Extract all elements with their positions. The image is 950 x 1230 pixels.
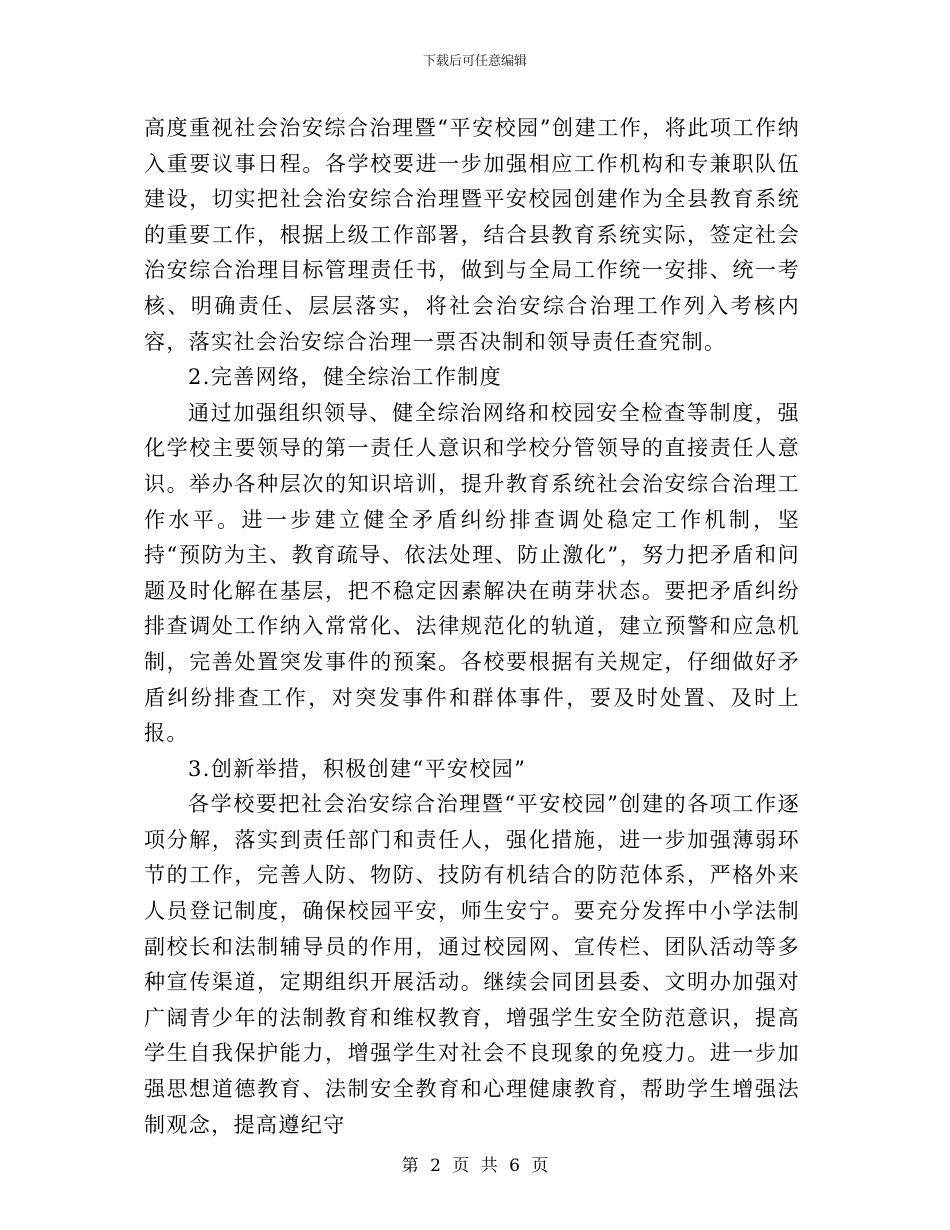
section-heading-3: 3.创新举措，积极创建“平安校园” [188, 756, 527, 781]
paragraph-2: 通过加强组织领导、健全综治网络和校园安全检查等制度，强化学校主要领导的第一责任人意识和学校分管领导的直接责任人意识。举办各种层次的知识培训，提升教育系统社会治安综合治理工作水平。进一步建立健全矛盾纠纷排查调处稳定工作机制，坚持“预防为主、教育疏导、依法处理、防止激化”，努力把矛盾和问题及时化解在基层，把不稳定因素解决在萌芽状态。要把矛盾纠纷排查调处工作纳入常常化、法律规范化的轨道，建立预警和应急机制，完善处置突发事件的预案。各校要根据有关规定，仔细做好矛盾纠纷排查工作，对突发事件和群体事件，要及时处置、及时上报。 [144, 400, 800, 746]
page-number-footer: 第 2 页 共 6 页 [401, 1156, 549, 1176]
document-body [144, 111, 800, 1143]
paragraph-1: 高度重视社会治安综合治理暨“平安校园”创建工作，将此项工作纳入重要议事日程。各学校要进一步加强相应工作机构和专兼职队伍建设，切实把社会治安综合治理暨平安校园创建作为全县教育系统的重要工作，根据上级工作部署，结合县教育系统实际，签定社会治安综合治理目标管理责任书，做到与全局工作统一安排、统一考核、明确责任、层层落实，将社会治安综合治理工作列入考核内容，落实社会治安综合治理一票否决制和领导责任查究制。 [144, 116, 800, 354]
paragraph-3: 各学校要把社会治安综合治理暨“平安校园”创建的各项工作逐项分解，落实到责任部门和责任人，强化措施，进一步加强薄弱环节的工作，完善人防、物防、技防有机结合的防范体系，严格外来人员登记制度，确保校园平安，师生安宁。要充分发挥中小学法制副校长和法制辅导员的作用，通过校园网、宣传栏、团队活动等多种宣传渠道，定期组织开展活动。继续会同团县委、文明办加强对广阔青少年的法制教育和维权教育，增强学生安全防范意识，提高学生自我保护能力，增强学生对社会不良现象的免疫力。进一步加强思想道德教育、法制安全教育和心理健康教育，帮助学生增强法制观念，提高遵纪守 [144, 792, 800, 1137]
page-header: 下载后可任意编辑 [422, 54, 527, 69]
section-heading-2: 2.完善网络，健全综治工作制度 [188, 365, 503, 390]
